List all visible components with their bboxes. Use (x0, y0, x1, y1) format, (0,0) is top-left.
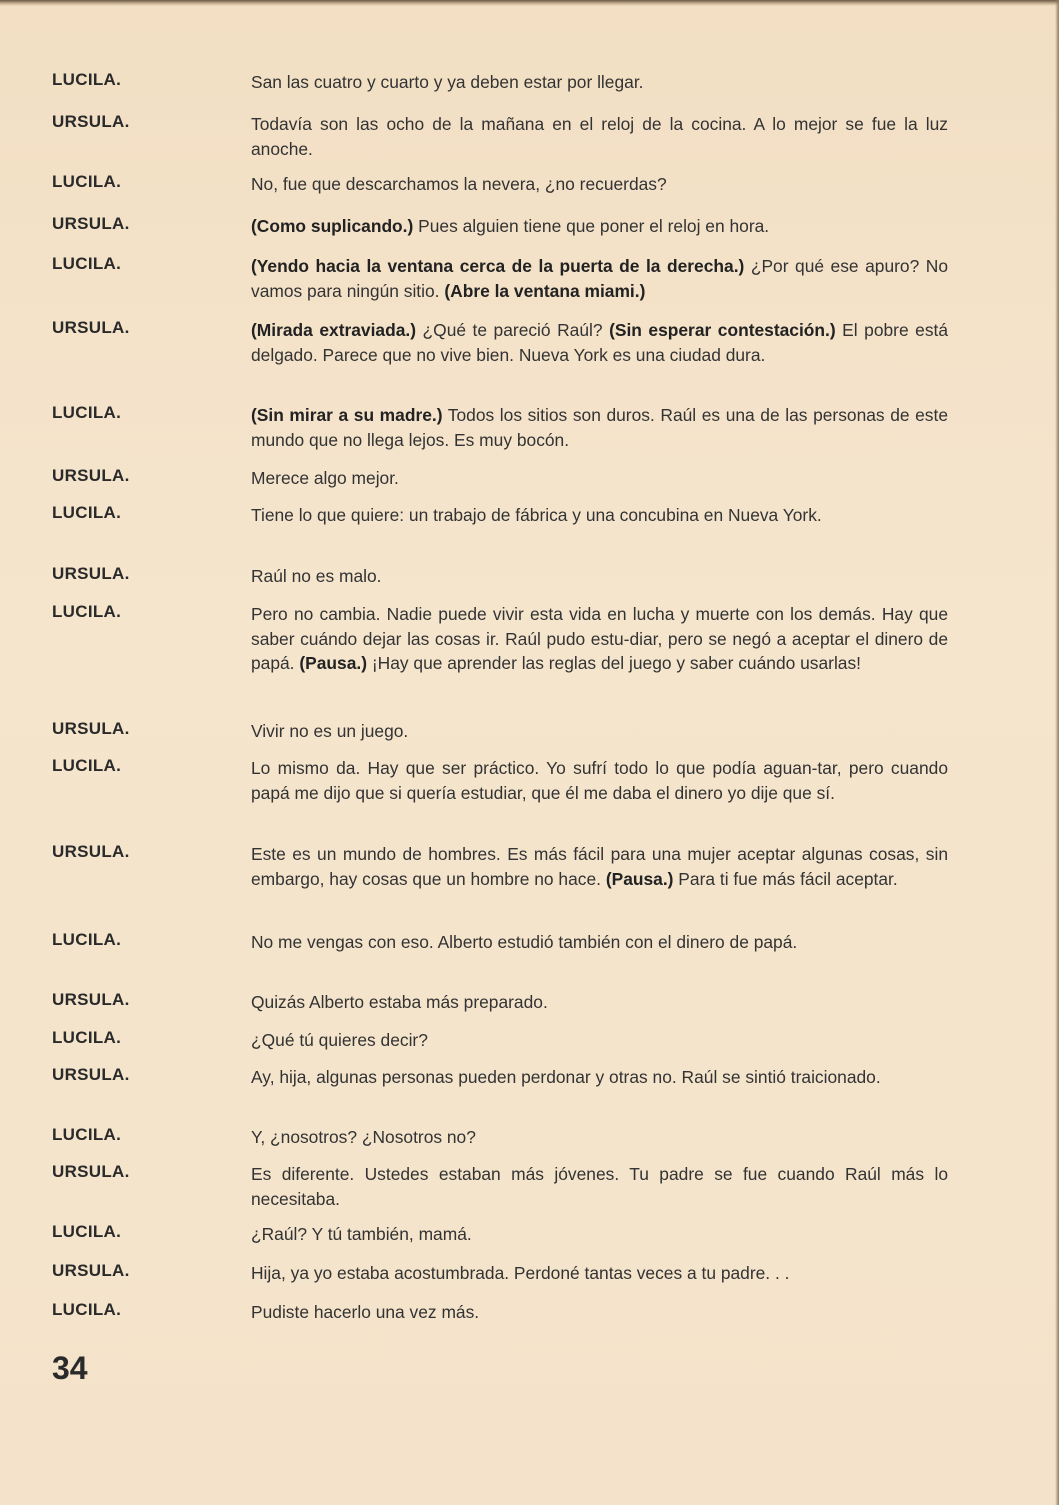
speech-text (251, 1065, 948, 1090)
speaker-name: URSULA. (52, 990, 130, 1009)
speaker-name: LUCILA. (52, 930, 122, 949)
speaker-name: URSULA. (52, 1162, 130, 1181)
speech-segment: Tiene lo que quiere: un trabajo de fábrica y una concubina en Nueva York. (251, 505, 822, 525)
speech-text (251, 990, 948, 1015)
speaker-name: URSULA. (52, 1065, 130, 1084)
speaker-name: LUCILA. (52, 1222, 122, 1241)
speaker-name: LUCILA. (52, 70, 122, 89)
stage-direction: (Como suplicando.) (251, 216, 414, 236)
stage-direction: (Pausa.) (299, 653, 368, 673)
stage-direction: (Pausa.) (605, 868, 674, 889)
speech-segment: Y, ¿nosotros? ¿Nosotros no? (251, 1127, 476, 1147)
speaker-name: URSULA. (52, 214, 130, 233)
speech-text (251, 318, 948, 367)
speech-text (251, 930, 948, 955)
speaker-name: LUCILA. (52, 1125, 122, 1144)
speech-segment: Para ti fue más fácil aceptar. (673, 868, 898, 889)
speech-text (251, 172, 948, 197)
speech-segment: ¿Raúl? Y tú también, mamá. (251, 1224, 472, 1244)
speech-text (251, 719, 948, 744)
speech-text (251, 403, 948, 452)
speech-segment: Es diferente. Ustedes estaban más jóvenes. Tu padre se fue cuando Raúl más lo necesitaba. (251, 1164, 948, 1209)
speech-segment: No, fue que descarchamos la nevera, ¿no recuerdas? (251, 174, 667, 194)
speech-text (251, 1028, 948, 1053)
speaker-name: URSULA. (52, 112, 130, 131)
stage-direction: (Abre la ventana miami.) (444, 280, 646, 301)
speech-text (251, 112, 948, 161)
speech-text (251, 564, 948, 589)
speech-text (251, 254, 948, 303)
speech-segment: El pobre está delgado. Parece que no vive bien. Nueva York es una ciudad dura. (251, 320, 949, 365)
page-number: 34 (52, 1350, 88, 1386)
speaker-name: URSULA. (52, 842, 130, 861)
speech-segment: Quizás Alberto estaba más preparado. (251, 992, 548, 1012)
speaker-name: URSULA. (52, 564, 130, 583)
page-right-edge (1055, 0, 1059, 1505)
speaker-name: LUCILA. (52, 172, 122, 191)
speaker-name: URSULA. (52, 1261, 130, 1280)
speech-segment: Pero no cambia. Nadie puede vivir esta vida en lucha y muerte con los demás. Hay que saber cuándo dejar las cosas ir. Raúl pudo estu-diar, pero se negó a aceptar el dinero de papá. (251, 604, 948, 673)
speech-text (251, 756, 948, 805)
stage-direction: (Yendo hacia la ventana cerca de la puerta de la derecha.) (251, 256, 745, 276)
speaker-name: URSULA. (52, 466, 130, 485)
speech-text (251, 466, 948, 491)
speech-text (251, 70, 948, 95)
speech-segment: ¡Hay que aprender las reglas del juego y saber cuándo usarlas! (367, 653, 862, 673)
speaker-name: LUCILA. (52, 503, 122, 522)
speech-segment: San las cuatro y cuarto y ya deben estar por llegar. (251, 72, 644, 92)
speech-segment: Raúl no es malo. (251, 566, 382, 586)
speech-segment: ¿Por qué ese apuro? No vamos para ningún sitio. (251, 256, 948, 301)
speech-segment: Lo mismo da. Hay que ser práctico. Yo sufrí todo lo que podía aguan-tar, pero cuando papá me dijo que si quería estudiar, que él me daba el dinero yo dije que sí. (251, 758, 948, 803)
speech-segment: Hija, ya yo estaba acostumbrada. Perdoné tantas veces a tu padre. . . (251, 1263, 790, 1283)
speaker-name: LUCILA. (52, 1300, 122, 1319)
speaker-name: LUCILA. (52, 602, 122, 621)
speech-segment: ¿Qué te pareció Raúl? (416, 320, 610, 340)
stage-direction: (Sin esperar contestación.) (609, 320, 836, 340)
speech-text (251, 503, 948, 528)
speech-text (251, 1125, 948, 1150)
speech-text (251, 842, 948, 891)
speech-segment: Vivir no es un juego. (251, 721, 409, 741)
speech-text (251, 1222, 948, 1247)
speech-text (251, 602, 948, 676)
stage-direction: (Mirada extraviada.) (251, 320, 417, 340)
speech-text (251, 1162, 948, 1211)
speech-segment: Ay, hija, algunas personas pueden perdonar y otras no. Raúl se sintió traicionado. (251, 1067, 881, 1087)
speaker-name: LUCILA. (52, 756, 122, 775)
stage-direction: (Sin mirar a su madre.) (251, 405, 443, 425)
speech-segment: No me vengas con eso. Alberto estudió también con el dinero de papá. (251, 932, 798, 952)
speech-segment: Pues alguien tiene que poner el reloj en hora. (413, 216, 770, 236)
speech-segment: Todos los sitios son duros. Raúl es una de las personas de este mundo que no llega lejos. Es muy bocón. (251, 405, 949, 450)
page-top-edge (0, 0, 1059, 6)
speech-segment: Este es un mundo de hombres. Es más fácil para una mujer aceptar algunas cosas, sin embargo, hay cosas que un hombre no hace. (251, 844, 948, 889)
speech-text (251, 214, 948, 239)
speech-text (251, 1300, 948, 1325)
speaker-name: URSULA. (52, 719, 130, 738)
speaker-name: LUCILA. (52, 403, 122, 422)
speech-segment: Merece algo mejor. (251, 468, 399, 488)
speech-segment: Pudiste hacerlo una vez más. (251, 1302, 480, 1322)
speech-text (251, 1261, 948, 1286)
speaker-name: LUCILA. (52, 1028, 122, 1047)
speaker-name: LUCILA. (52, 254, 122, 273)
speech-segment: Todavía son las ocho de la mañana en el reloj de la cocina. A lo mejor se fue la luz anoche. (251, 114, 948, 159)
speaker-name: URSULA. (52, 318, 130, 337)
speech-segment: ¿Qué tú quieres decir? (251, 1030, 428, 1050)
